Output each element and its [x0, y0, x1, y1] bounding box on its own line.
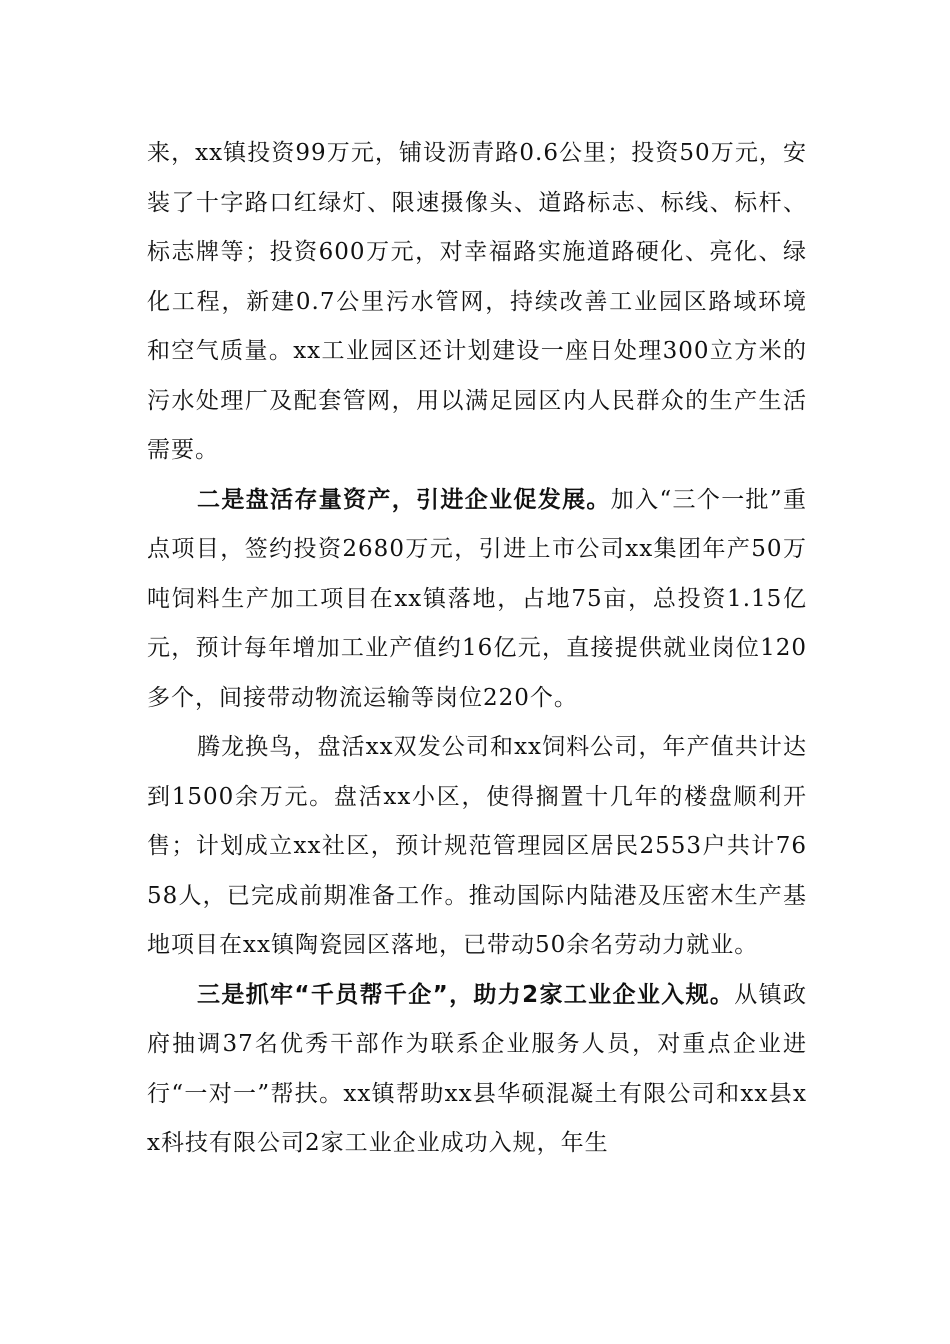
paragraph-revitalize — [147, 723, 807, 971]
paragraph-text: 从镇政府抽调37名优秀干部作为联系企业服务人员，对重点企业进行“一对一”帮扶。xx镇帮助xx县华硕混凝土有限公司和xx县xx科技有限公司2家工业企业成功入规，年生 — [147, 981, 807, 1156]
paragraph-text: 加入“三个一批”重点项目，签约投资2680万元，引进上市公司xx集团年产50万吨饲料生产加工项目在xx镇落地，占地75亩，总投资1.15亿元，预计每年增加工业产值约16亿元，直接提供就业岗位120多个，间接带动物流运输等岗位220个。 — [147, 486, 807, 711]
paragraph-text: 腾龙换鸟，盘活xx双发公司和xx饲料公司，年产值共计达到1500余万元。盘活xx小区，使得搁置十几年的楼盘顺利开售；计划成立xx社区，预计规范管理园区居民2553户共计7658人，已完成前期准备工作。推动国际内陆港及压密木生产基地项目在xx镇陶瓷园区落地，已带动50余名劳动力就业。 — [147, 734, 807, 958]
paragraph-lead-heading: 二是盘活存量资产，引进企业促发展。 — [197, 486, 611, 513]
paragraph-point-two — [147, 476, 807, 724]
paragraph-point-three — [147, 971, 807, 1169]
paragraph-continued — [147, 129, 807, 476]
paragraph-text: 来，xx镇投资99万元，铺设沥青路0.6公里；投资50万元，安装了十字路口红绿灯、限速摄像头、道路标志、标线、标杆、标志牌等；投资600万元，对幸福路实施道路硬化、亮化、绿化工程，新建0.7公里污水管网，持续改善工业园区路域环境和空气质量。xx工业园区还计划建设一座日处理300立方米的污水处理厂及配套管网，用以满足园区内人民群众的生产生活需要。 — [147, 140, 807, 463]
paragraph-lead-heading: 三是抓牢“千员帮千企”，助力2家工业企业入规。 — [197, 981, 735, 1008]
document-body — [147, 129, 807, 1169]
